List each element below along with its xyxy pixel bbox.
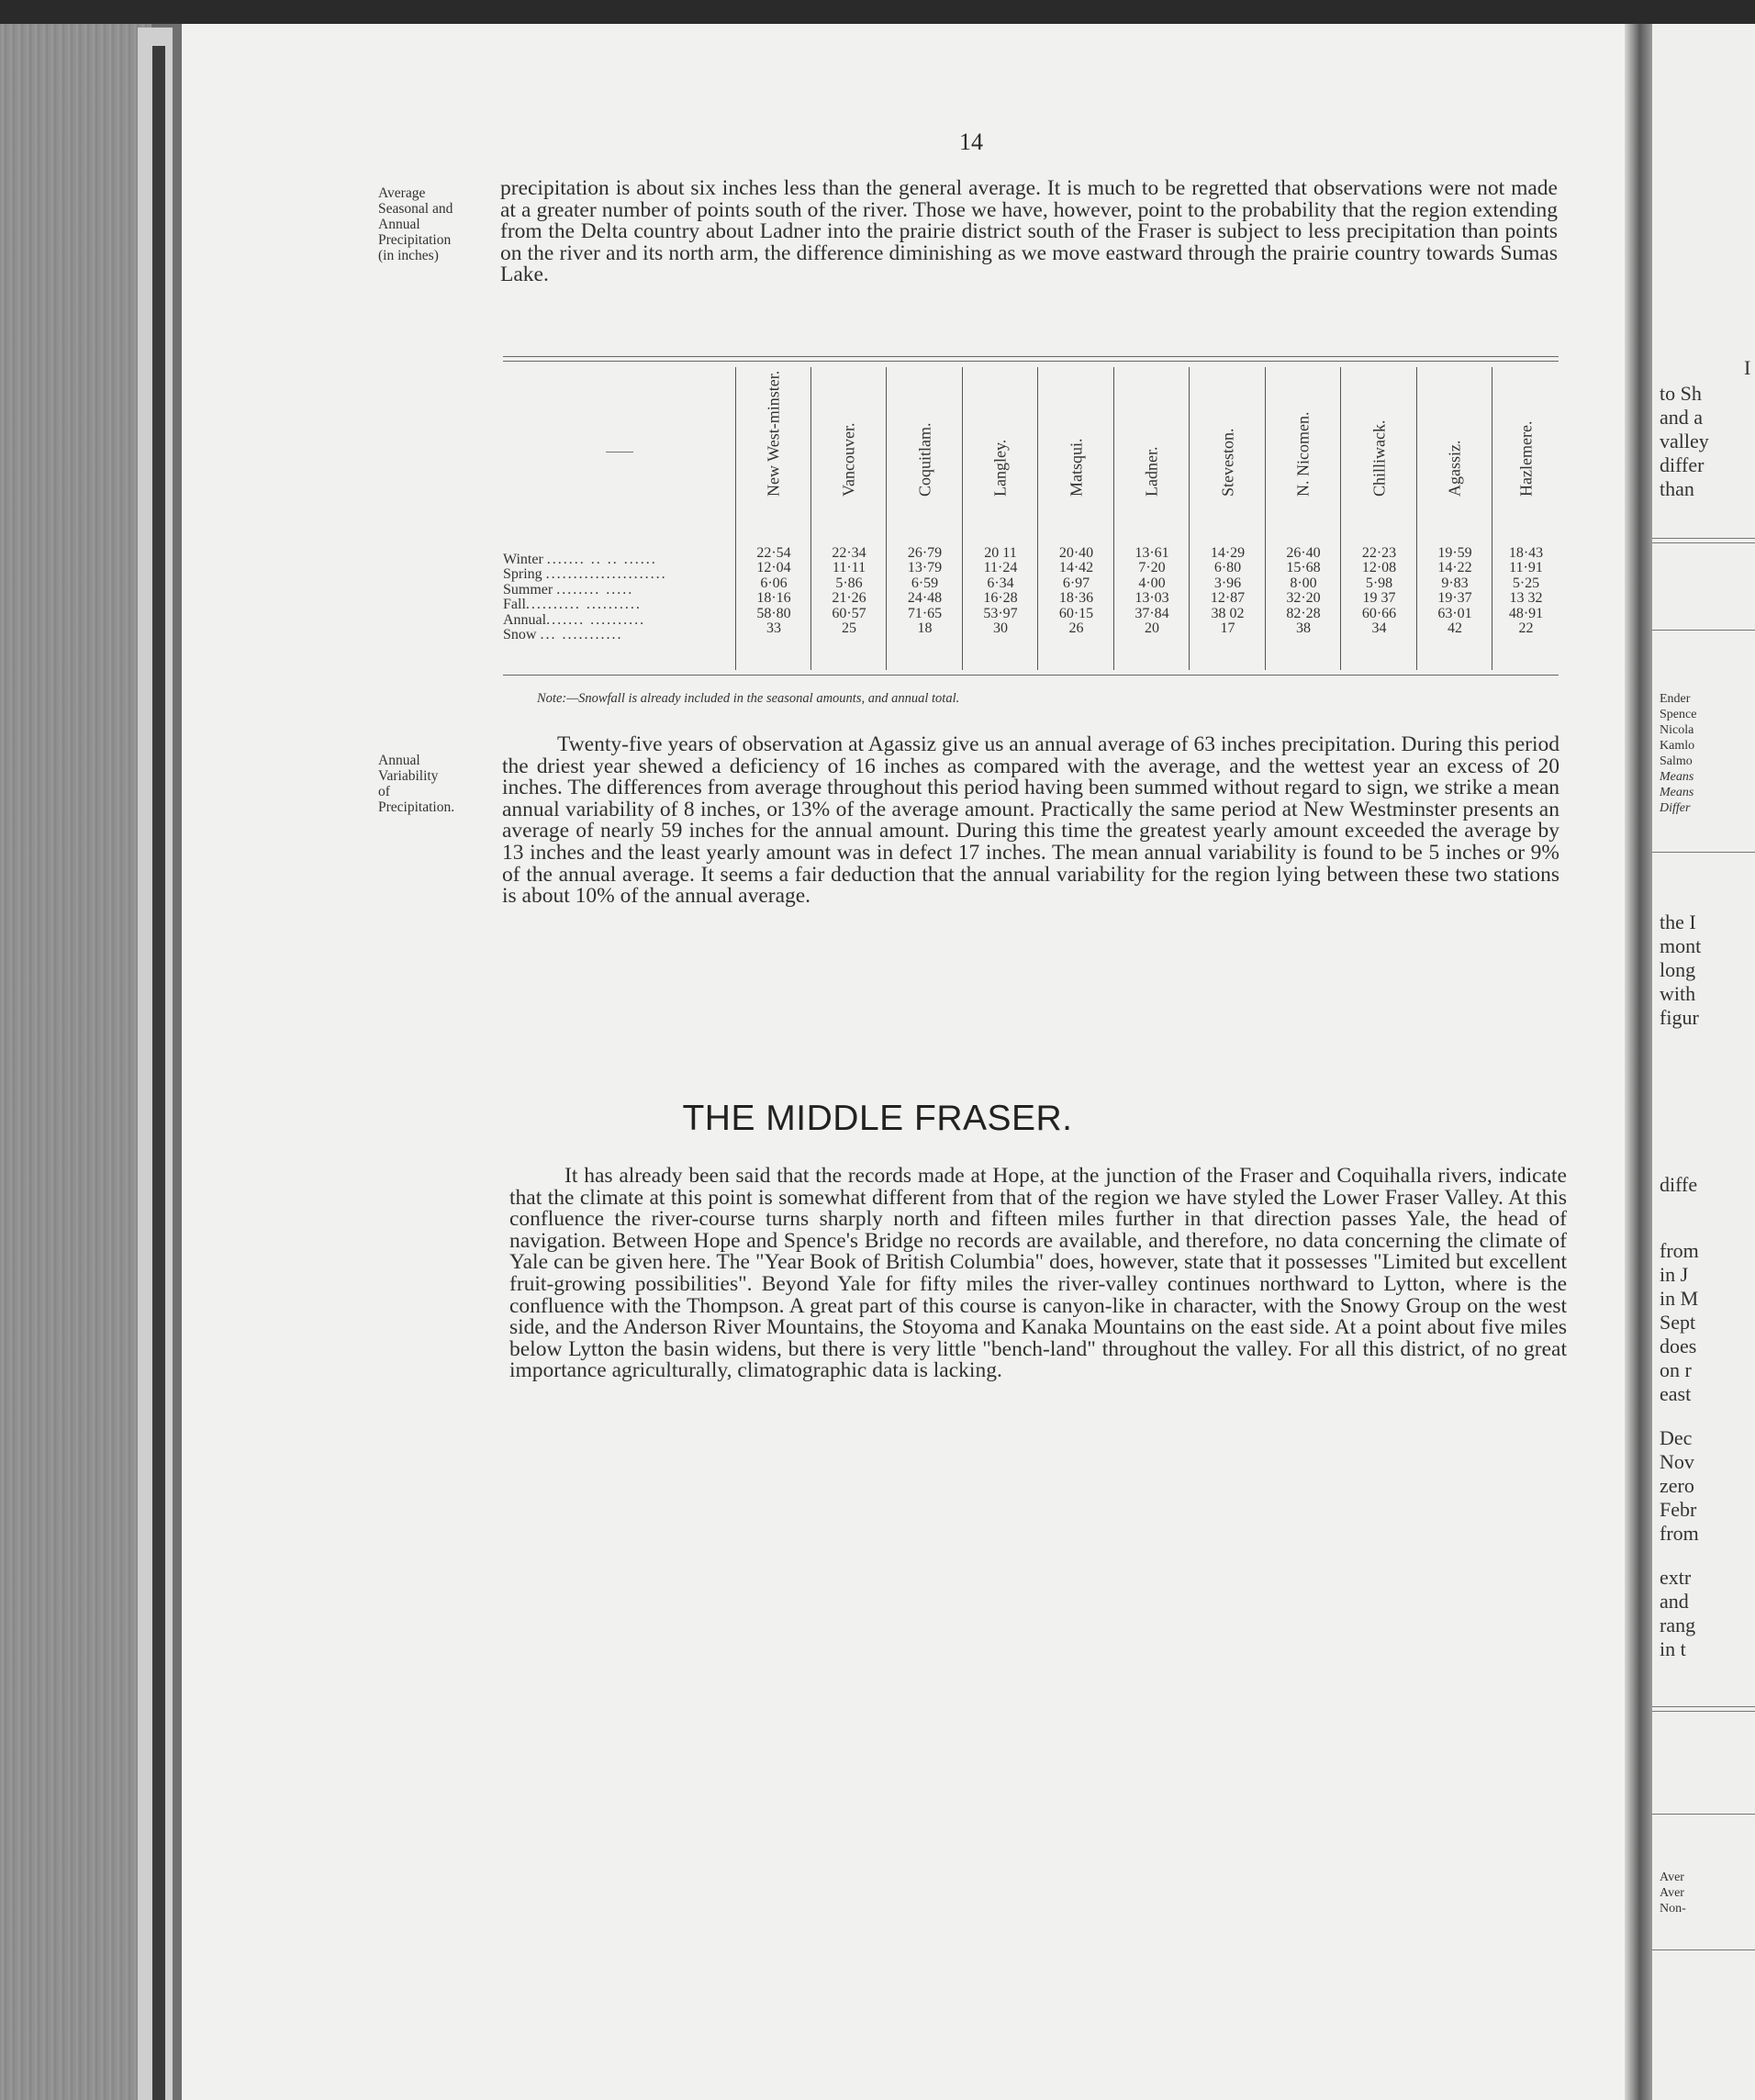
margin-line: Variability bbox=[378, 768, 439, 784]
fragment-line: figur bbox=[1660, 1006, 1699, 1029]
table-cell: 26 bbox=[1068, 620, 1084, 637]
table-column bbox=[735, 367, 811, 670]
paragraph-precipitation bbox=[500, 178, 1558, 286]
fragment-line: Salmo bbox=[1660, 754, 1693, 768]
precipitation-table bbox=[503, 367, 1559, 670]
row-label-annual: Annual....... .......... bbox=[503, 611, 646, 628]
table-cell: 19·37 bbox=[1437, 590, 1472, 607]
table-column bbox=[1265, 367, 1341, 670]
scanner-top-edge bbox=[0, 0, 1755, 24]
fragment-line: the I bbox=[1660, 910, 1696, 933]
paragraph-text: precipitation is about six inches less than the general average. It is much to be regretted that observations were not made at a greater number of points south of the river. Those we have, however, point to the probability that the region extending from the Delta country about Ladner into the prairie district south of the Fraser is subject to less precipitation than points on the river and its north arm, the difference diminishing as we move eastward through the prairie country towards Sumas Lake. bbox=[500, 176, 1558, 287]
table-column bbox=[962, 367, 1038, 670]
table-cell: 82·28 bbox=[1286, 605, 1321, 621]
fragment-rule bbox=[1652, 852, 1755, 853]
margin-line: Annual bbox=[378, 217, 420, 232]
table-cell: 14·22 bbox=[1437, 560, 1472, 576]
table-cell: 32·20 bbox=[1286, 590, 1321, 607]
table-cell: 22 bbox=[1518, 620, 1534, 637]
table-cell: 18·43 bbox=[1508, 545, 1544, 561]
table-cell: 12·04 bbox=[756, 560, 791, 576]
table-cell: 13·79 bbox=[907, 560, 943, 576]
table-cell: 60·57 bbox=[832, 605, 866, 621]
column-header: Vancouver. bbox=[839, 422, 858, 497]
table-cell: 13·03 bbox=[1135, 590, 1169, 607]
table-cell: 33 bbox=[766, 620, 781, 637]
table-column bbox=[886, 367, 963, 670]
table-cell: 11·24 bbox=[983, 560, 1018, 576]
table-cell: 24·48 bbox=[907, 590, 943, 607]
fragment-line: rang bbox=[1660, 1614, 1696, 1636]
table-cell: 20·40 bbox=[1058, 545, 1094, 561]
table-cell: 26·40 bbox=[1286, 545, 1321, 561]
book-gutter bbox=[1625, 24, 1652, 2100]
row-label-summer: Summer ........ ..... bbox=[503, 581, 634, 598]
fragment-line: Non- bbox=[1660, 1902, 1686, 1916]
fragment-rule bbox=[1652, 1711, 1755, 1712]
table-cell: 16·28 bbox=[983, 590, 1018, 607]
fragment-line: Aver bbox=[1660, 1886, 1684, 1900]
table-cell: 26·79 bbox=[907, 545, 943, 561]
table-cell: 8·00 bbox=[1290, 575, 1317, 591]
fragment-line: in M bbox=[1660, 1287, 1699, 1310]
table-cell: 18·16 bbox=[756, 590, 791, 607]
binding-board bbox=[0, 24, 151, 2100]
page-number: 14 bbox=[959, 128, 983, 155]
row-label-spring: Spring ...................... bbox=[503, 566, 667, 583]
fragment-line: differ bbox=[1660, 453, 1705, 476]
table-cell: 53·97 bbox=[983, 605, 1018, 621]
table-cell: 30 bbox=[993, 620, 1008, 637]
table-cell: 22·23 bbox=[1361, 545, 1397, 561]
column-header: Hazlemere. bbox=[1516, 420, 1535, 497]
fragment-line: with bbox=[1660, 982, 1696, 1005]
fragment-line: Means bbox=[1660, 770, 1694, 784]
column-header: New West-minster. bbox=[764, 370, 783, 497]
row-label-snow: Snow ... ........... bbox=[503, 627, 623, 643]
margin-note-variability bbox=[378, 753, 454, 815]
table-cell: 12·08 bbox=[1361, 560, 1397, 576]
table-cell: 71·65 bbox=[907, 605, 943, 621]
table-cell: 11·11 bbox=[832, 560, 866, 576]
fragment-line: to Sh bbox=[1660, 382, 1702, 405]
table-top-rule bbox=[503, 356, 1559, 357]
fragment-line: Spence bbox=[1660, 708, 1697, 721]
fragment-line: Means bbox=[1660, 786, 1694, 799]
fragment-line: and a bbox=[1660, 406, 1704, 429]
table-cell: 19 37 bbox=[1362, 590, 1396, 607]
section-heading: THE MIDDLE FRASER. bbox=[682, 1099, 1073, 1138]
fragment-line: in J bbox=[1660, 1263, 1689, 1286]
paragraph-text: It has already been said that the records made at Hope, at the junction of the Fraser and Coquihalla rivers, indicate that the climate at this point is somewhat different from that of the region we have styled the Lower Fraser Valley. At this confluence the river-course turns sharply north and fifteen miles further in that direction passes Yale, the head of navigation. Between Hope and Spence's Bridge no records are available, and therefore, no data concerning the climate of Yale can be given here. The "Year Book of British Columbia" does, however, state that it possesses "Limited but excellent fruit-growing possibilities". Beyond Yale for fifty miles the river-valley continues northward to Lytton, where is the confluence with the Thompson. A great part of this course is canyon-like in character, with the Snowy Group on the west side, and the Anderson River Mountains, the Stoyoma and Kanaka Mountains on the east side. At a point about five miles below Lytton the basin widens, but there is very little "bench-land" throughout the valley. For all this district, of no great importance agriculturally, climatographic data is lacking. bbox=[509, 1164, 1567, 1383]
column-header: Coquitlam. bbox=[915, 422, 933, 497]
fragment-line: in t bbox=[1660, 1637, 1686, 1660]
table-column bbox=[810, 367, 887, 670]
margin-line: Precipitation bbox=[378, 232, 452, 248]
column-header: Steveston. bbox=[1218, 428, 1236, 497]
margin-line: of bbox=[378, 784, 390, 799]
fragment-line: mont bbox=[1660, 934, 1702, 957]
fragment-line: Dec bbox=[1660, 1426, 1693, 1449]
table-cell: 6·80 bbox=[1213, 560, 1242, 576]
row-label-winter: Winter ....... .. .. ...... bbox=[503, 552, 657, 567]
table-cell: 5·98 bbox=[1365, 575, 1393, 591]
table-cell: 48·91 bbox=[1508, 605, 1544, 621]
table-cell: 20 bbox=[1145, 620, 1159, 637]
fragment-line: Aver bbox=[1660, 1871, 1684, 1884]
table-top-rule-2 bbox=[503, 361, 1559, 362]
book-page bbox=[182, 24, 1625, 2100]
table-cell: 13·61 bbox=[1135, 545, 1169, 561]
table-cell: 21·26 bbox=[832, 590, 866, 607]
table-cell: 9·83 bbox=[1441, 575, 1469, 591]
fragment-line: Nov bbox=[1660, 1450, 1694, 1473]
column-header: Ladner. bbox=[1142, 446, 1161, 497]
table-cell: 20 11 bbox=[984, 545, 1017, 561]
fragment-rule bbox=[1652, 630, 1755, 631]
fragment-rule bbox=[1652, 542, 1755, 543]
table-cell: 4·00 bbox=[1138, 575, 1166, 591]
fragment-rule bbox=[1652, 1814, 1755, 1815]
margin-line: (in inches) bbox=[378, 248, 439, 263]
paragraph-variability bbox=[502, 734, 1559, 908]
fragment-line: on r bbox=[1660, 1358, 1692, 1381]
column-header: Chilliwack. bbox=[1369, 419, 1388, 497]
column-header: Matsqui. bbox=[1067, 438, 1085, 497]
table-cell: 37·84 bbox=[1135, 605, 1169, 621]
row-label-fall: Fall.......... .......... bbox=[503, 597, 642, 613]
fragment-rule bbox=[1652, 1706, 1755, 1707]
fragment-line: Sept bbox=[1660, 1311, 1696, 1334]
table-cell: 34 bbox=[1371, 620, 1387, 637]
margin-line: Seasonal and bbox=[378, 201, 453, 217]
fragment-line: than bbox=[1660, 477, 1694, 500]
fragment-line: from bbox=[1660, 1522, 1699, 1545]
margin-line: Average bbox=[378, 185, 426, 201]
table-column bbox=[1416, 367, 1492, 670]
table-cell: 5·25 bbox=[1512, 575, 1540, 591]
fragment-line: east bbox=[1660, 1382, 1692, 1405]
table-cell: 42 bbox=[1448, 620, 1462, 637]
fragment-line: Kamlo bbox=[1660, 739, 1695, 753]
table-cell: 6·34 bbox=[987, 575, 1014, 591]
fragment-line: Febr bbox=[1660, 1498, 1697, 1521]
fragment-line: zero bbox=[1660, 1474, 1694, 1497]
binding-spine bbox=[152, 46, 165, 2100]
table-cell: 15·68 bbox=[1286, 560, 1321, 576]
table-cell: 22·54 bbox=[756, 545, 791, 561]
table-cell: 14·42 bbox=[1058, 560, 1094, 576]
table-cell: 6·97 bbox=[1062, 575, 1090, 591]
margin-note-seasonal bbox=[378, 185, 453, 263]
table-column bbox=[1189, 367, 1266, 670]
column-header: N. Nicomen. bbox=[1293, 411, 1313, 497]
fragment-line: and bbox=[1660, 1590, 1689, 1613]
table-cell: 7·20 bbox=[1138, 560, 1166, 576]
table-cell: 17 bbox=[1220, 620, 1235, 637]
table-cell: 19·59 bbox=[1437, 545, 1472, 561]
table-cell: 3·96 bbox=[1213, 575, 1242, 591]
table-cell: 5·86 bbox=[835, 575, 863, 591]
table-cell: 11·91 bbox=[1509, 560, 1543, 576]
table-cell: 6·06 bbox=[760, 575, 788, 591]
table-cell: 18·36 bbox=[1058, 590, 1094, 607]
table-column bbox=[1492, 367, 1559, 670]
fragment-line: Differ bbox=[1660, 801, 1691, 815]
fragment-line: long bbox=[1660, 958, 1696, 981]
table-cell: 58·80 bbox=[756, 605, 791, 621]
table-cell: 25 bbox=[842, 620, 856, 637]
table-column bbox=[1340, 367, 1417, 670]
margin-line: Precipitation. bbox=[378, 799, 455, 815]
table-cell: 38 bbox=[1296, 620, 1311, 637]
margin-line: Annual bbox=[378, 753, 420, 768]
table-cell: 38 02 bbox=[1211, 605, 1245, 621]
paragraph-middle-fraser bbox=[509, 1166, 1567, 1382]
table-column bbox=[1113, 367, 1190, 670]
table-cell: 13 32 bbox=[1509, 590, 1543, 607]
fragment-line: Ender bbox=[1660, 692, 1691, 706]
table-note: Note:—Snowfall is already included in the seasonal amounts, and annual total. bbox=[537, 691, 960, 706]
fragment-line: does bbox=[1660, 1335, 1697, 1357]
table-cell: 6·59 bbox=[911, 575, 939, 591]
table-column bbox=[1037, 367, 1114, 670]
column-header: Langley. bbox=[990, 439, 1010, 497]
fragment-line: valley bbox=[1660, 430, 1709, 452]
column-header: Agassiz. bbox=[1445, 440, 1464, 497]
table-cell: 14·29 bbox=[1210, 545, 1246, 561]
fragment-rule bbox=[1652, 1949, 1755, 1950]
table-bottom-rule bbox=[503, 675, 1559, 676]
fragment-line: extr bbox=[1660, 1566, 1692, 1589]
fragment-line: diffe bbox=[1660, 1173, 1698, 1196]
fragment-rule bbox=[1652, 538, 1755, 539]
fragment-line: from bbox=[1660, 1239, 1699, 1262]
table-cell: 18 bbox=[917, 620, 933, 637]
table-cell: 12·87 bbox=[1210, 590, 1246, 607]
fragment-line: I bbox=[1744, 356, 1751, 379]
paragraph-text: Twenty-five years of observation at Agassiz give us an annual average of 63 inches precipitation. During this period the driest year shewed a deficiency of 16 inches as compared with the average, and the wettest year an excess of 20 inches. The differences from average throughout this period having been summed without regard to sign, we strike a mean annual variability of 8 inches, or 13% of the average amount. Practically the same period at New Westminster presents an average of nearly 59 inches for the annual amount. During this time the greatest yearly amount exceeded the average by 13 inches and the least yearly amount was in defect 17 inches. The mean annual variability is found to be 5 inches or 9% of the annual average. It seems a fair deduction that the annual variability for the region lying between these two stations is about 10% of the annual average. bbox=[502, 732, 1559, 909]
fragment-line: Nicola bbox=[1660, 723, 1694, 737]
table-cell: 22·34 bbox=[832, 545, 866, 561]
table-cell: 60·66 bbox=[1361, 605, 1397, 621]
table-cell: 63·01 bbox=[1437, 605, 1472, 621]
table-cell: 60·15 bbox=[1058, 605, 1094, 621]
adjacent-page-fragment bbox=[1652, 24, 1755, 2100]
